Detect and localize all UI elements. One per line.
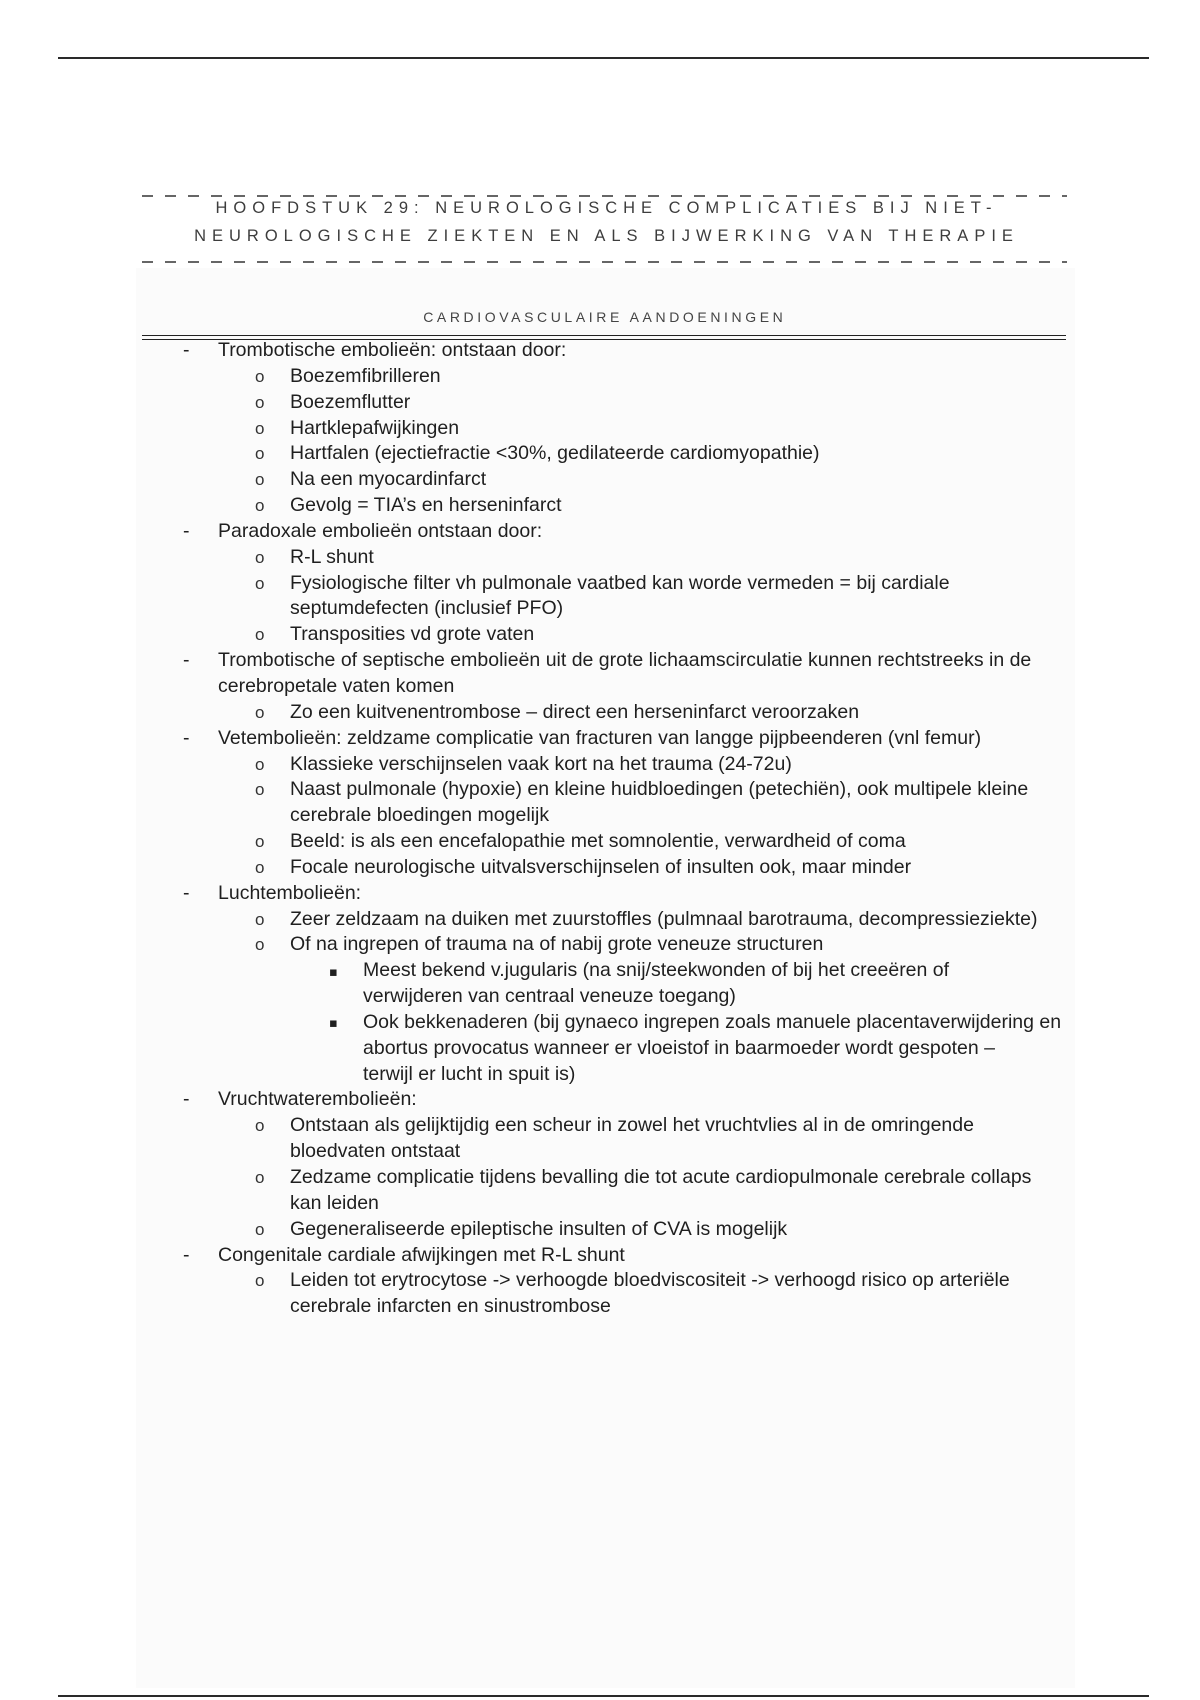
page-top-rule: [58, 57, 1149, 59]
subitem-text: Focale neurologische uitvalsverschijnselen of insulten ook, maar minder: [290, 855, 912, 878]
circle-bullet: o: [255, 1271, 265, 1291]
dash-bullet: -: [183, 649, 190, 672]
list-line: [0, 1294, 1200, 1320]
subitem-text: Zeer zeldzaam na duiken met zuurstoffles (pulmnaal barotrauma, decompressieziekte): [290, 907, 1038, 930]
list-item: [0, 726, 1200, 881]
list-line: [0, 932, 1200, 958]
subitem-text: Leiden tot erytrocytose -> verhoogde bloedviscositeit -> verhoogd risico op arteriële: [290, 1269, 1010, 1292]
circle-bullet: o: [255, 444, 265, 464]
sub-list-item: [0, 1217, 1200, 1243]
list-line: [0, 519, 1200, 545]
sub-list-item: [0, 1113, 1200, 1165]
item-text: Trombotische embolieën: ontstaan door:: [218, 339, 567, 361]
dash-bullet: -: [183, 339, 190, 361]
list-line: [0, 726, 1200, 752]
sub-list: [0, 1113, 1200, 1242]
subitem-text: Fysiologische filter vh pulmonale vaatbed kan worde vermeden = bij cardiale: [290, 571, 950, 594]
subitem-text: Of na ingrepen of trauma na of nabij grote veneuze structuren: [290, 933, 824, 956]
list-line: [0, 1062, 1200, 1088]
subitem-text: Boezemflutter: [290, 390, 411, 413]
sub-sub-list-item: [0, 1010, 1200, 1088]
list-line: [0, 1087, 1200, 1113]
dash-bullet: -: [183, 881, 190, 904]
item-text: Congenitale cardiale afwijkingen met R-L shunt: [218, 1243, 625, 1266]
list-line: [0, 596, 1200, 622]
title-dashed-rule-bottom: [142, 261, 1067, 263]
list-line: [0, 1268, 1200, 1294]
subitem-text: Na een myocardinfarct: [290, 468, 487, 491]
sub-list-item: [0, 622, 1200, 648]
sub-list-item: [0, 416, 1200, 442]
chapter-title-line-1: HOOFDSTUK 29: NEUROLOGISCHE COMPLICATIES BIJ NIET-: [215, 199, 998, 217]
subsubitem-text: Meest bekend v.jugularis (na snij/steekwonden of bij het creeëren of: [363, 959, 950, 982]
list-line: [0, 338, 1200, 364]
circle-bullet: o: [255, 470, 265, 490]
sub-list-item: [0, 752, 1200, 778]
circle-bullet: o: [255, 857, 265, 877]
list-line: [0, 1243, 1200, 1269]
circle-bullet: o: [255, 496, 265, 516]
list-line: [0, 803, 1200, 829]
subitem-text: Beeld: is als een encefalopathie met somnolentie, verwardheid of coma: [290, 830, 906, 853]
subitem-text: Naast pulmonale (hypoxie) en kleine huidbloedingen (petechiën), ook multipele kleine: [290, 778, 1029, 801]
list-line: [0, 1010, 1200, 1036]
circle-bullet: o: [255, 573, 265, 593]
square-bullet: ▪: [329, 1016, 338, 1032]
list-line: [0, 1165, 1200, 1191]
dash-bullet: -: [183, 1243, 190, 1266]
subitem-text: Gevolg = TIA’s en herseninfarct: [290, 494, 562, 517]
sub-sub-list-item: [0, 958, 1200, 1010]
circle-bullet: o: [255, 754, 265, 774]
chapter-title-line-2: NEUROLOGISCHE ZIEKTEN EN ALS BIJWERKING VAN THERAPIE: [194, 227, 1019, 245]
sub-list-item: [0, 1165, 1200, 1217]
item-text-continuation: cerebropetale vaten komen: [218, 674, 455, 697]
subitem-text: Ontstaan als gelijktijdig een scheur in zowel het vruchtvlies al in de omringende: [290, 1114, 974, 1137]
subitem-text: Gegeneraliseerde epileptische insulten of CVA is mogelijk: [290, 1217, 788, 1240]
list-line: [0, 674, 1200, 700]
list-line: [0, 881, 1200, 907]
subitem-text: Zedzame complicatie tijdens bevalling die tot acute cardiopulmonale cerebrale collaps: [290, 1166, 1032, 1188]
item-text: Luchtembolieën:: [218, 881, 362, 904]
list-item: [0, 648, 1200, 726]
subitem-text: Boezemfibrilleren: [290, 364, 441, 387]
circle-bullet: o: [255, 392, 265, 412]
subsubitem-text: Ook bekkenaderen (bij gynaeco ingrepen zoals manuele placentaverwijdering en: [363, 1010, 1062, 1033]
circle-bullet: o: [255, 1168, 265, 1187]
square-bullet: ▪: [329, 964, 338, 980]
subitem-text: Klassieke verschijnselen vaak kort na het trauma (24-72u): [290, 752, 792, 775]
section-heading: CARDIOVASCULAIRE AANDOENINGEN: [423, 309, 787, 325]
circle-bullet: o: [255, 547, 265, 567]
circle-bullet: o: [255, 935, 265, 955]
subsubitem-text-continuation: abortus provocatus wanneer er vloeistof in baarmoeder wordt gespoten –: [363, 1036, 995, 1059]
subitem-text: Transposities vd grote vaten: [290, 623, 535, 646]
circle-bullet: o: [255, 832, 265, 852]
sub-list-item: [0, 364, 1200, 390]
bullet-list: [0, 338, 1200, 1320]
list-line: [0, 1036, 1200, 1062]
list-line: [0, 648, 1200, 674]
list-item: [0, 881, 1200, 1088]
sub-list-item: [0, 467, 1200, 493]
sub-list-item: [0, 571, 1200, 623]
sub-list: [0, 1268, 1200, 1320]
circle-bullet: o: [255, 366, 265, 386]
sub-list-item: [0, 829, 1200, 855]
subitem-text: Hartfalen (ejectiefractie <30%, gedilateerde cardiomyopathie): [290, 442, 820, 465]
sub-list-item: [0, 700, 1200, 726]
sub-list-item: [0, 545, 1200, 571]
subitem-text-continuation: bloedvaten ontstaat: [290, 1140, 461, 1163]
item-text: Paradoxale embolieën ontstaan door:: [218, 519, 543, 542]
sub-sub-list: [0, 958, 1200, 1087]
list-line: [0, 1113, 1200, 1139]
circle-bullet: o: [255, 1219, 265, 1239]
subitem-text-continuation: septumdefecten (inclusief PFO): [290, 597, 564, 620]
subsubitem-text-continuation: terwijl er lucht in spuit is): [363, 1062, 576, 1085]
list-item: [0, 519, 1200, 648]
sub-list-item: [0, 493, 1200, 519]
circle-bullet: o: [255, 909, 265, 929]
sub-list-item: [0, 932, 1200, 1087]
list-line: [0, 1139, 1200, 1165]
circle-bullet: o: [255, 702, 265, 722]
circle-bullet: o: [255, 1116, 265, 1136]
circle-bullet: o: [255, 625, 265, 645]
item-text: Vruchtwaterembolieën:: [218, 1088, 417, 1111]
sub-list-item: [0, 907, 1200, 933]
list-item: [0, 1243, 1200, 1321]
list-item: [0, 338, 1200, 519]
list-line: [0, 571, 1200, 597]
subitem-text-continuation: cerebrale bloedingen mogelijk: [290, 804, 550, 827]
subitem-text: R-L shunt: [290, 545, 374, 568]
subitem-text-continuation: kan leiden: [290, 1191, 379, 1214]
subsubitem-text-continuation: verwijderen van centraal veneuze toegang): [363, 985, 736, 1008]
sub-list: [0, 752, 1200, 881]
list-line: [0, 984, 1200, 1010]
dash-bullet: -: [183, 519, 190, 542]
item-text: Trombotische of septische embolieën uit de grote lichaamscirculatie kunnen rechtstreeks in de: [218, 649, 1032, 672]
subitem-text: Zo een kuitvenentrombose – direct een herseninfarct veroorzaken: [290, 700, 860, 723]
sub-list: [0, 545, 1200, 648]
list-line: [0, 958, 1200, 984]
list-line: [0, 777, 1200, 803]
sub-list-item: [0, 1268, 1200, 1320]
circle-bullet: o: [255, 418, 265, 438]
sub-list-item: [0, 390, 1200, 416]
sub-list-item: [0, 855, 1200, 881]
sub-list: [0, 700, 1200, 726]
sub-list: [0, 907, 1200, 1088]
sub-list-item: [0, 777, 1200, 829]
page-bottom-rule: [58, 1695, 1149, 1697]
circle-bullet: o: [255, 780, 265, 800]
dash-bullet: -: [183, 726, 190, 749]
subitem-text: Hartklepafwijkingen: [290, 416, 460, 439]
subitem-text-continuation: cerebrale infarcten en sinustrombose: [290, 1295, 611, 1318]
list-item: [0, 1087, 1200, 1242]
item-text: Vetembolieën: zeldzame complicatie van fracturen van langge pijpbeenderen (vnl femur): [218, 726, 982, 749]
sub-list: [0, 364, 1200, 519]
list-line: [0, 1191, 1200, 1217]
sub-list-item: [0, 441, 1200, 467]
dash-bullet: -: [183, 1088, 190, 1111]
